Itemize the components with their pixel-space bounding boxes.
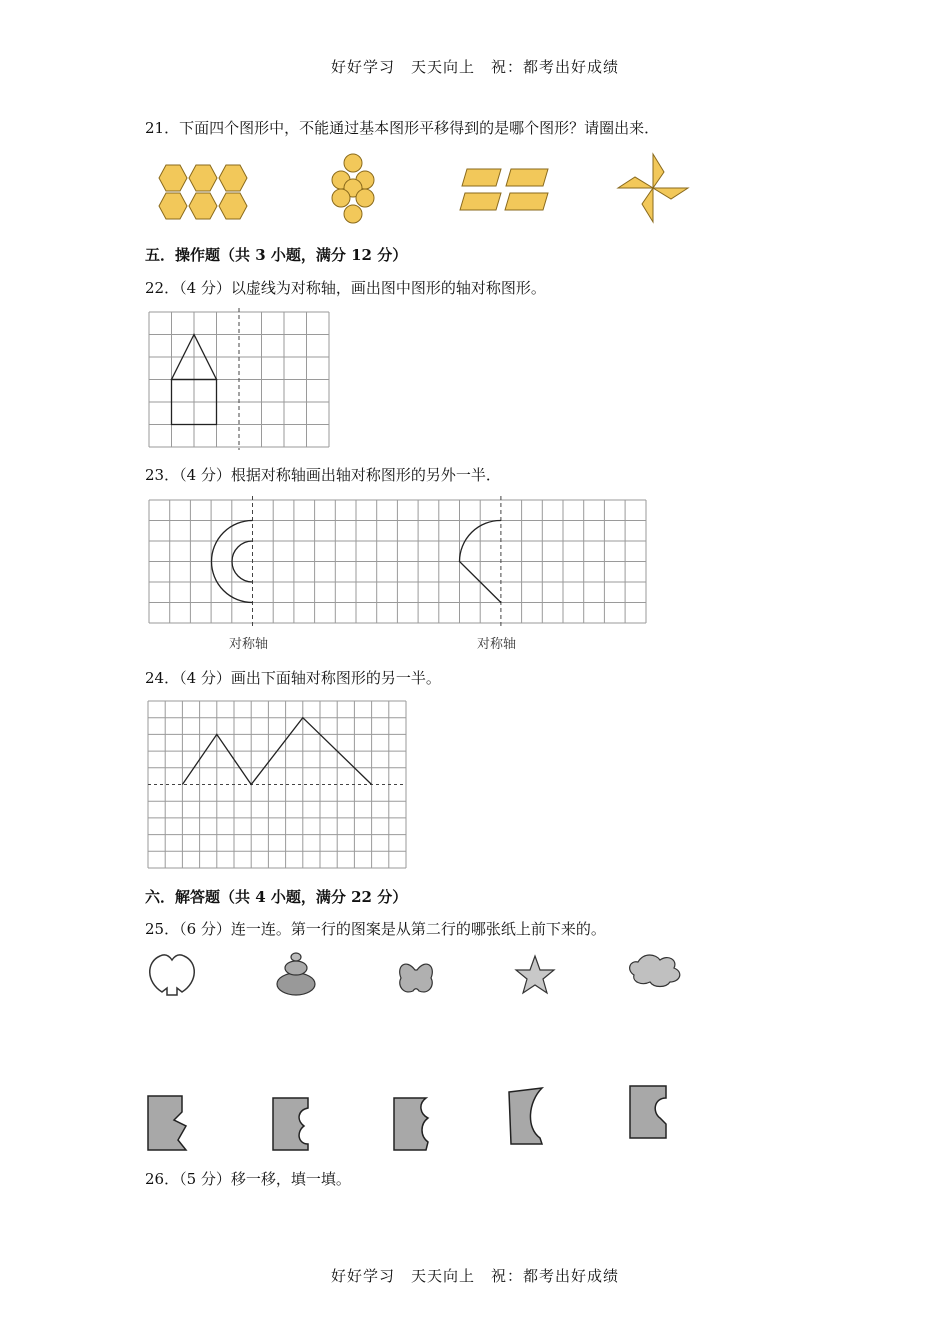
- circle-flower-figure: [332, 154, 374, 223]
- question-23: 23．（4 分）根据对称轴画出轴对称图形的另外一半．: [145, 466, 501, 484]
- question-22: 22．（4 分）以虚线为对称轴，画出图中图形的轴对称图形。: [145, 279, 546, 297]
- section-5-title: 五．操作题（共 3 小题，满分 12 分）: [145, 246, 408, 264]
- paper-2-icon: [273, 1098, 308, 1150]
- page-footer: 好好学习 天天向上 祝：都考出好成绩: [330, 1267, 619, 1285]
- q21-figures: [145, 150, 695, 230]
- paper-3-icon: [394, 1098, 428, 1150]
- q23-axis-label-2: 对称轴: [477, 637, 517, 652]
- butterfly-pattern-icon: [400, 964, 433, 992]
- question-26: 26．（5 分）移一移，填一填。: [145, 1170, 351, 1188]
- q24-grid-figure: [145, 698, 411, 872]
- q25-matching-figure: [140, 948, 700, 1158]
- page-header: 好好学习 天天向上 祝：都考出好成绩: [330, 58, 619, 76]
- cloud-pattern-icon: [630, 955, 680, 987]
- paper-5-icon: [630, 1086, 666, 1138]
- q22-grid-figure: [145, 308, 335, 450]
- gourd-pattern-icon: [277, 953, 315, 995]
- q23-grid: [149, 500, 646, 623]
- section-6-title: 六．解答题（共 4 小题，满分 22 分）: [145, 888, 408, 906]
- q23-axis-label-1: 对称轴: [229, 637, 269, 652]
- star-pattern-icon: [516, 956, 554, 993]
- pinwheel-figure: [618, 154, 688, 222]
- question-24: 24．（4 分）画出下面轴对称图形的另一半。: [145, 669, 441, 687]
- leaf-pattern-icon: [150, 955, 195, 995]
- question-25: 25．（6 分）连一连。第一行的图案是从第二行的哪张纸上前下来的。: [145, 920, 606, 938]
- parallelogram-figure: [460, 169, 548, 210]
- question-21: 21．下面四个图形中，不能通过基本图形平移得到的是哪个图形？请圈出来．: [145, 119, 660, 137]
- paper-1-icon: [148, 1096, 186, 1150]
- paper-4-icon: [509, 1088, 542, 1144]
- q23-grid-figure: [145, 496, 650, 626]
- hexagon-tiling-figure: [159, 165, 247, 219]
